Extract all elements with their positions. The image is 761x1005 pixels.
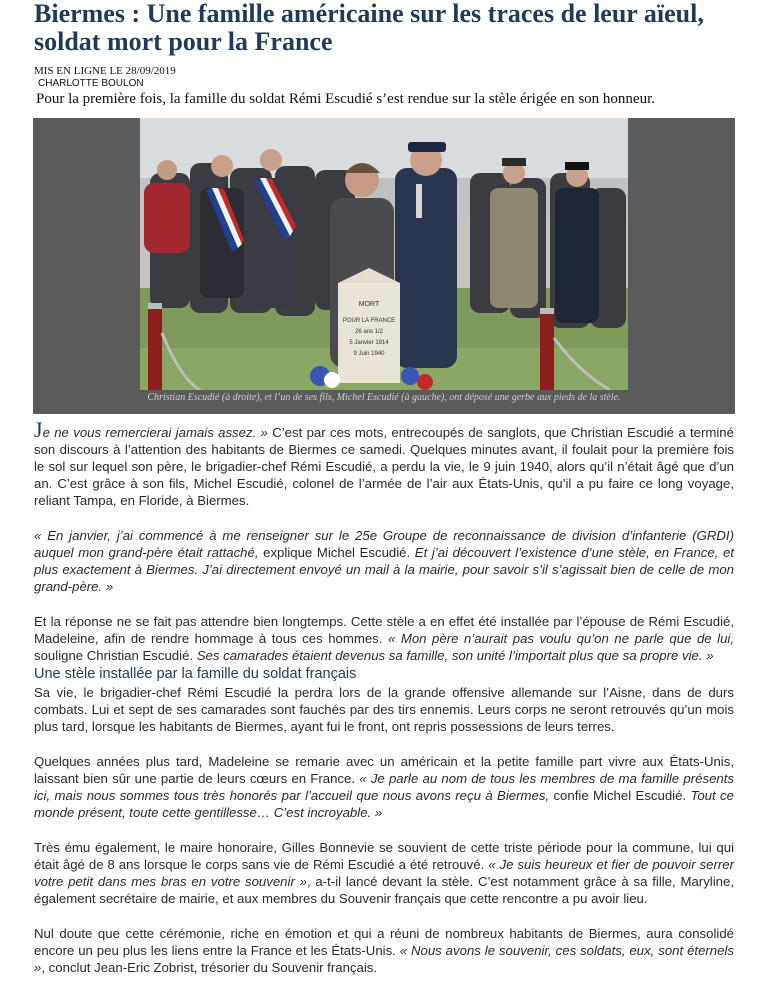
dropcap: J: [34, 417, 43, 442]
paragraph-text: Et la réponse ne se fait pas attendre bien longtemps. Cette stèle a en effet été installée par l’épouse de Rémi Escudié, Madeleine, afin de rendre hommage à tous ces hommes.: [34, 614, 734, 646]
paragraph-text: , conclut Jean-Eric Zobrist, trésorier du Souvenir français.: [41, 960, 378, 975]
quote: « En janvier, j’ai commencé à me renseigner sur le 25e Groupe de reconnaissance de division d’infanterie (GRDI) auquel mon grand-père était rattaché,: [34, 528, 734, 560]
stele-line-3: 26 ans 1/2: [354, 329, 384, 335]
quote: Tout ce monde présent, toute cette gentillesse… C’est incroyable. »: [34, 788, 734, 820]
paragraph-text: C’est par ces mots, entrecoupés de sanglots, que Christian Escudié a terminé son discours à l’attention des habitants de Biermes ce samedi. Quelques minutes avant, il foulait pour la première fois le sol sur lequel son père, le brigadier-chef Rémi Escudié, a perdu la vie, le 9 juin 1940, alors qu’il n’était âgé que d’un an. C’est grâce à son fils, Michel Escudié, colonel de l’armée de l’air aux États-Unis, qu’il a pu faire ce long voyage, reliant Tampa, en Floride, à Biermes.: [34, 425, 734, 508]
lead-paragraph: Pour la première fois, la famille du soldat Rémi Escudié s’est rendue sur la stèle érigée en son honneur.: [36, 91, 655, 107]
stele-line-4: 5 Janvier 1914: [349, 340, 389, 346]
stele-line-mort: MORT: [358, 301, 380, 308]
quote: « Nous avons le souvenir, ces soldats, eux, sont éternels »: [34, 943, 734, 975]
stele-line-5: 9 Juin 1940: [353, 351, 385, 357]
paragraph-2: [34, 527, 734, 595]
quote: Et j’ai découvert l’existence d’une stèle, en France, et plus exactement à Biermes. J’ai directement envoyé un mail à la mairie, pour savoir s’il s’agissait bien de celle de mon grand-père. »: [34, 545, 734, 594]
paragraph-text: confie Michel Escudié.: [549, 788, 691, 803]
paragraph-text: explique Michel Escudié.: [258, 545, 415, 560]
paragraph-text: Très ému également, le maire honoraire, Gilles Bonnevie se souvient de cette triste période pour la commune, lui qui était âgé de 8 ans lorsque le corps sans vie de Rémi Escudié a été retrouvé.: [34, 840, 734, 872]
paragraph-6: [34, 839, 734, 907]
section-subheading: Une stèle installée par la famille du soldat français: [34, 666, 357, 682]
quote: « Je parle au nom de tous les membres de ma famille présents ici, mais nous sommes tous très honorés par l’accueil que nous avons reçu à Biermes,: [34, 771, 734, 803]
stele-line-2: POUR LA FRANCE: [342, 318, 396, 324]
quote: e ne vous remercierai jamais assez. »: [42, 425, 268, 440]
publish-date: MIS EN LIGNE LE 28/09/2019: [34, 65, 176, 77]
paragraph-text: souligne Christian Escudié.: [34, 648, 197, 663]
paragraph-7: [34, 925, 734, 976]
paragraph-3: [34, 613, 734, 664]
paragraph-text: , a-t-il lancé devant la stèle. C’est notamment grâce à sa fille, Maryline, également secrétaire de mairie, et aux membres du Souvenir français que cette rencontre a pu avoir lieu.: [34, 874, 734, 906]
headline: Biermes : Une famille américaine sur les traces de leur aïeul, soldat mort pour la France: [34, 0, 704, 56]
quote: « Mon père n’aurait pas voulu qu’on ne parle que de lui,: [387, 631, 735, 646]
photo-frame: [33, 118, 735, 414]
paragraph-4: Sa vie, le brigadier-chef Rémi Escudié la perdra lors de la grande offensive allemande sur l’Aisne, dans de durs combats. Lui et sept de ses camarades sont fauchés par des tirs ennemis. Leurs corps ne seront retrouvés qu’un mois plus tard, lorsque les habitants de Biermes, ayant fui le front, ont repris possessions de leurs terres.: [34, 685, 734, 734]
paragraph-text: Quelques années plus tard, Madeleine se remarie avec un américain et la petite famille part vivre aux États-Unis, laissant bien sûr une partie de leurs cœurs en France.: [34, 754, 734, 786]
quote: Ses camarades étaient devenus sa famille, son unité l’importait plus que sa propre vie. »: [196, 648, 714, 663]
ceremony-photo[interactable]: [140, 118, 628, 390]
photo-caption: Christian Escudié (à droite), et l’un de ses fils, Michel Escudié (à gauche), ont déposé une gerbe aux pieds de la stèle.: [147, 392, 621, 403]
paragraph-1: [34, 417, 734, 509]
quote: « Je suis heureux et fier de pouvoir serrer votre petit dans mes bras en votre souvenir »: [34, 857, 734, 889]
paragraph-text: Nul doute que cette cérémonie, riche en émotion et qui a réuni de nombreux habitants de Biermes, aura consolidé encore un peu plus les liens entre la France et les États-Unis.: [34, 926, 734, 958]
ceremony-photo-illustration: [140, 118, 628, 390]
paragraph-5: [34, 753, 734, 821]
author-name: CHARLOTTE BOULON: [38, 78, 144, 89]
article-body: [34, 417, 735, 994]
